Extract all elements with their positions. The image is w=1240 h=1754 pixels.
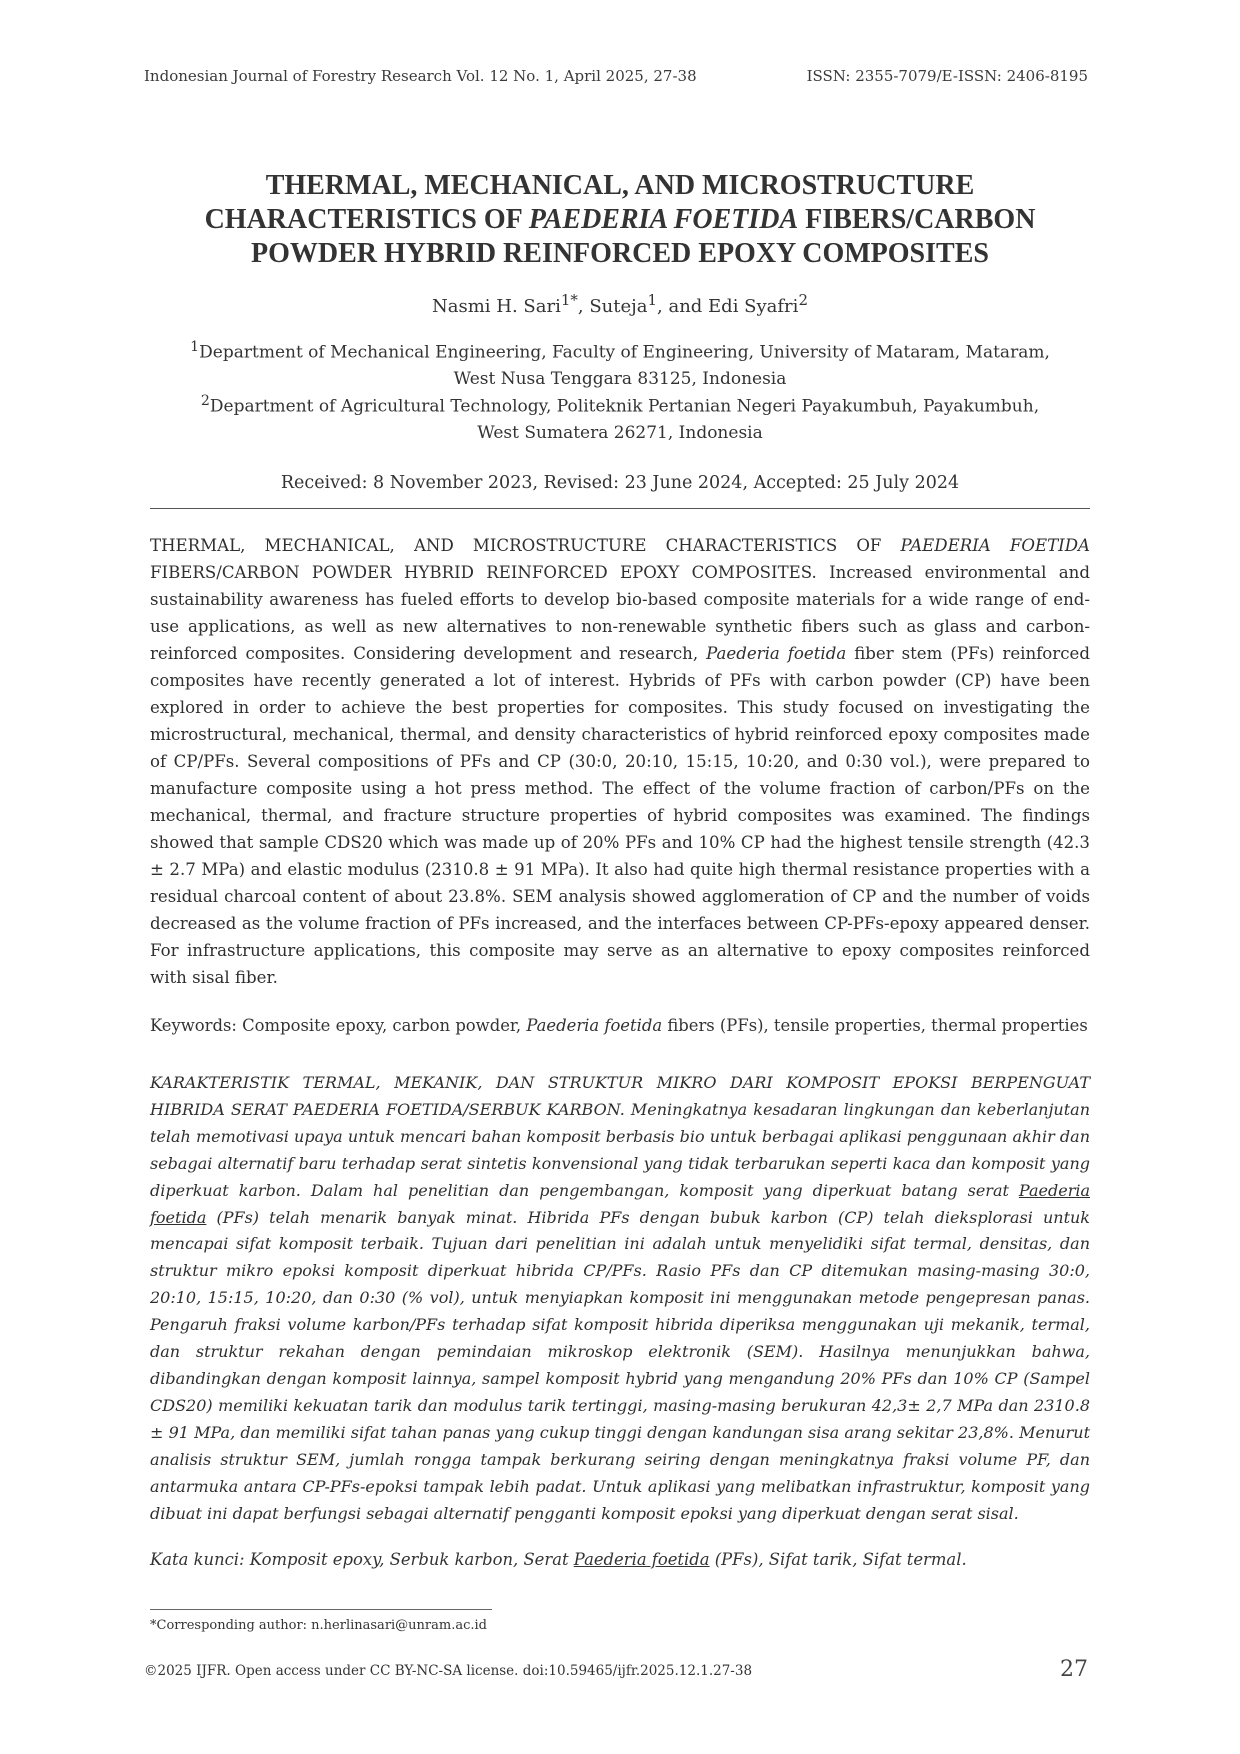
affiliation-2: [150, 388, 1090, 446]
affiliation-2-line-2: West Sumatera 26271, Indonesia: [477, 422, 763, 443]
abstract-id-body-1: Meningkatnya kesadaran lingkungan dan keberlanjutan telah memotivasi upaya untuk mencari bahan komposit berbasis bio untuk berbagai aplikasi penggunaan akhir dan sebagai alternatif baru terhadap serat sintetis konvensional yang tidak terbarukan seperti kaca dan komposit yang diperkuat karbon. Dalam hal penelitian dan pengembangan, komposit yang diperkuat batang serat: [150, 1099, 1091, 1200]
abstract-en-body-2: fiber stem (PFs) reinforced composites have recently generated a lot of interest. Hybrids of PFs with carbon powder (CP) have been explored in order to achieve the best properties for composites. This study focused on investigating the microstructural, mechanical, thermal, and density characteristics of hybrid reinforced epoxy composites made of CP/PFs. Several compositions of PFs and CP (30:0, 20:10, 15:15, 10:20, and 0:30 vol.), were prepared to manufacture composite using a hot press method. The effect of the volume fraction of carbon/PFs on the mechanical, thermal, and fracture structure properties of hybrid composites was examined. The findings showed that sample CDS20 which was made up of 20% PFs and 10% CP had the highest tensile strength (42.3 ± 2.7 MPa) and elastic modulus (2310.8 ± 91 MPa). It also had quite high thermal resistance properties with a residual charcoal content of about 23.8%. SEM analysis showed agglomeration of CP and the number of voids decreased as the volume fraction of PFs increased, and the interfaces between CP-PFs-epoxy appeared denser. For infrastructure applications, this composite may serve as an alternative to epoxy composites reinforced with sisal fiber.: [150, 644, 1090, 987]
keywords-en-start: Keywords: Composite epoxy, carbon powder,: [150, 1016, 527, 1035]
title-line-1: THERMAL, MECHANICAL, AND MICROSTRUCTURE: [265, 170, 975, 201]
affiliation-1-text: Department of Mechanical Engineering, Faculty of Engineering, University of Mataram, Mataram,: [199, 342, 1050, 363]
keywords-id-species: Paederia foetida: [573, 1550, 710, 1569]
corresponding-author-footnote: *Corresponding author: n.herlinasari@unram.ac.id: [150, 1618, 487, 1633]
author-1: Nasmi H. Sari: [432, 296, 561, 317]
affiliation-1-mark: 1: [190, 339, 200, 355]
title-line-2: [150, 203, 1090, 237]
keywords-id-start: Kata kunci: Komposit epoxy, Serbuk karbon, Serat: [150, 1550, 574, 1569]
footnote-divider: [150, 1609, 492, 1610]
author-2: , Suteja: [577, 296, 648, 317]
author-list: [150, 291, 1090, 317]
title-line-3: POWDER HYBRID REINFORCED EPOXY COMPOSITES: [251, 238, 989, 269]
page-number: 27: [1060, 1657, 1088, 1682]
author-3: , and Edi Syafri: [657, 296, 799, 317]
author-1-affil-mark: 1*: [560, 291, 578, 309]
affiliation-1-line-2: West Nusa Tenggara 83125, Indonesia: [453, 368, 787, 389]
article-dates: Received: 8 November 2023, Revised: 23 June 2024, Accepted: 25 July 2024: [280, 473, 960, 493]
title-line-2-end: FIBERS/CARBON: [798, 204, 1036, 235]
abstract-id-lead: KARAKTERISTIK TERMAL, MEKANIK, DAN STRUKTUR MIKRO DARI KOMPOSIT EPOKSI BERPENGUAT HIBRIDA SERAT PAEDERIA FOETIDA/SERBUK KARBON.: [150, 1073, 1090, 1119]
article-title: [150, 169, 1090, 271]
abstract-indonesian: [150, 1070, 1090, 1527]
issn: ISSN: 2355-7079/E-ISSN: 2406-8195: [806, 67, 1088, 85]
journal-citation: Indonesian Journal of Forestry Research Vol. 12 No. 1, April 2025, 27-38: [144, 67, 697, 85]
license-footer: ©2025 IJFR. Open access under CC BY-NC-SA license. doi:10.59465/ijfr.2025.12.1.27-38: [144, 1663, 753, 1679]
abstract-en-species: Paederia foetida: [706, 644, 847, 663]
abstract-en-lead: THERMAL, MECHANICAL, AND MICROSTRUCTURE CHARACTERISTICS OF: [150, 536, 901, 555]
keywords-en-end: fibers (PFs), tensile properties, thermal properties: [662, 1016, 1088, 1035]
abstract-english: [150, 532, 1090, 991]
keywords-english: [150, 1016, 1090, 1035]
abstract-id-body-2: (PFs) telah menarik banyak minat. Hibrida PFs dengan bubuk karbon (CP) telah dieksplorasi untuk mencapai sifat komposit terbaik. Tujuan dari penelitian ini adalah untuk menyelidiki sifat termal, densitas, dan struktur mikro epoksi komposit diperkuat hibrida CP/PFs. Rasio PFs dan CP ditemukan masing-masing 30:0, 20:10, 15:15, 10:20, dan 0:30 (% vol), untuk menyiapkan komposit ini menggunakan metode pengepresan panas. Pengaruh fraksi volume karbon/PFs terhadap sifat komposit hibrida diperiksa menggunakan uji mekanik, termal, dan struktur rekahan dengan pemindaian mikroskop elektronik (SEM). Hasilnya menunjukkan bahwa, dibandingkan dengan komposit lainnya, sampel komposit hybrid yang mengandung 20% PFs dan 10% CP (Sampel CDS20) memiliki kekuatan tarik dan modulus tarik tertinggi, masing-masing berukuran 42,3± 2,7 MPa dan 2310.8 ± 91 MPa, dan memiliki sifat tahan panas yang cukup tinggi dengan kandungan sisa arang sekitar 23,8%. Menurut analisis struktur SEM, jumlah rongga tampak berkurang seiring dengan meningkatnya fraksi volume PF, dan antarmuka antara CP-PFs-epoksi tampak lebih padat. Untuk aplikasi yang melibatkan infrastruktur, komposit yang dibuat ini dapat berfungsi sebagai alternatif pengganti komposit epoksi yang diperkuat dengan serat sisal.: [150, 1207, 1090, 1523]
affiliation-2-line-1: [150, 388, 1090, 420]
affiliation-2-mark: 2: [200, 393, 210, 409]
affiliation-1-line-1: [150, 334, 1090, 366]
abstract-id-species: Paederia foetida: [150, 1180, 1090, 1227]
affiliation-1: [150, 334, 1090, 392]
abstract-en-lead-end: FIBERS/CARBON POWDER HYBRID REINFORCED EPOXY COMPOSITES.: [150, 563, 817, 582]
keywords-id-end: (PFs), Sifat tarik, Sifat termal.: [709, 1550, 967, 1569]
author-2-affil-mark: 1: [647, 291, 658, 309]
author-3-affil-mark: 2: [798, 291, 808, 309]
header-divider: [150, 508, 1090, 509]
keywords-en-species: Paederia foetida: [526, 1016, 663, 1035]
affiliation-2-text: Department of Agricultural Technology, Politeknik Pertanian Negeri Payakumbuh, Payakumbuh,: [209, 396, 1040, 417]
abstract-en-lead-species: PAEDERIA FOETIDA: [900, 536, 1090, 555]
title-line-2-start: CHARACTERISTICS OF: [204, 204, 529, 235]
title-species: PAEDERIA FOETIDA: [528, 204, 799, 235]
abstract-en-body-1: Increased environmental and sustainability awareness has fueled efforts to develop bio-based composite materials for a wide range of end-use applications, as well as new alternatives to non-renewable synthetic fibers such as glass and carbon-reinforced composites. Considering development and research,: [150, 563, 1090, 663]
keywords-indonesian: [150, 1550, 1090, 1569]
